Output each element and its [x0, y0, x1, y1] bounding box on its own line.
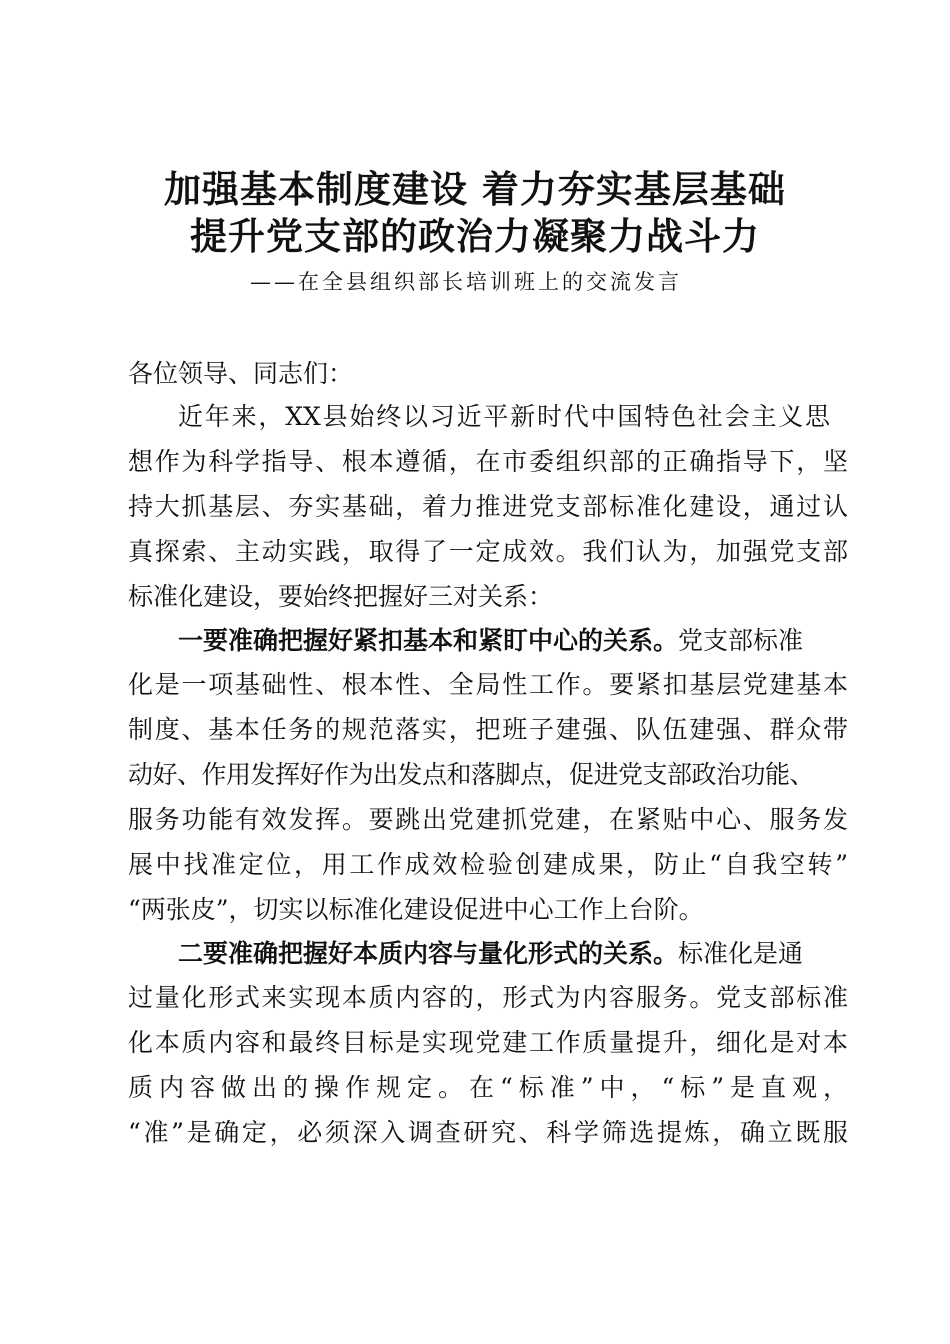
paragraph-2-line: 展中找准定位，用工作成效检验创建成果，防止“自我空转”: [128, 850, 848, 879]
paragraph-2-line: “两张皮”，切实以标准化建设促进中心工作上台阶。: [128, 895, 704, 924]
paragraph-3-line: “准”是确定，必须深入调查研究、科学筛选提炼，确立既服: [128, 1118, 848, 1147]
paragraph-2-heading: 一要准确把握好紧扣基本和紧盯中心的关系。: [178, 626, 679, 655]
paragraph-1-line: 真探索、主动实践，取得了一定成效。我们认为，加强党支部: [128, 537, 848, 566]
paragraph-3-line: 化本质内容和最终目标是实现党建工作质量提升，细化是对本: [128, 1028, 848, 1057]
subtitle: ——在全县组织部长培训班上的交流发言: [250, 270, 682, 294]
title-line-1: 加强基本制度建设 着力夯实基层基础: [164, 167, 786, 211]
paragraph-2-first-line: [178, 624, 830, 658]
paragraph-3-tail: 标准化是通: [678, 939, 804, 968]
title-line-2: 提升党支部的政治力凝聚力战斗力: [190, 214, 760, 258]
paragraph-3-line: 质内容做出的操作规定。在“标准”中，“标”是直观，: [128, 1073, 848, 1102]
paragraph-2-line: 服务功能有效发挥。要跳出党建抓党建，在紧贴中心、服务发: [128, 805, 848, 834]
salutation: 各位领导、同志们：: [128, 359, 354, 388]
paragraph-2-line: 动好、作用发挥好作为出发点和落脚点，促进党支部政治功能、: [128, 760, 815, 789]
paragraph-3-heading: 二要准确把握好本质内容与量化形式的关系。: [178, 939, 679, 968]
paragraph-1-line: 标准化建设，要始终把握好三对关系：: [128, 582, 554, 611]
paragraph-1-line: 持大抓基层、夯实基础，着力推进党支部标准化建设，通过认: [128, 492, 848, 521]
paragraph-2-line: 化是一项基础性、根本性、全局性工作。要紧扣基层党建基本: [128, 670, 848, 699]
paragraph-2-tail: 党支部标准: [678, 626, 804, 655]
paragraph-3-line: 过量化形式来实现本质内容的，形式为内容服务。党支部标准: [128, 983, 848, 1012]
paragraph-2-line: 制度、基本任务的规范落实，把班子建强、队伍建强、群众带: [128, 715, 848, 744]
paragraph-1-line: 想作为科学指导、根本遵循，在市委组织部的正确指导下，坚: [128, 447, 848, 476]
paragraph-3-first-line: [178, 937, 830, 971]
paragraph-1-line: 近年来，XX县始终以习近平新时代中国特色社会主义思: [178, 402, 830, 431]
